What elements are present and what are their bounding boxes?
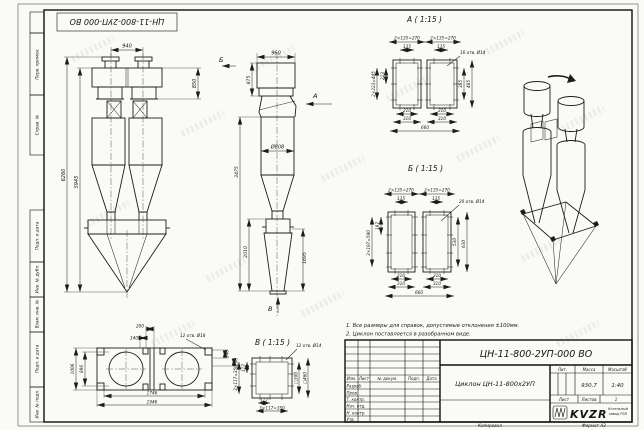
- tb-col-data: Дата: [426, 376, 437, 381]
- dim-b-590: 3×197=590: [366, 230, 371, 256]
- dim-b-310-1: 310: [397, 281, 405, 286]
- detail-a: [371, 15, 486, 131]
- plan-view: [70, 324, 239, 408]
- dim-v-117-l: 117: [241, 364, 246, 372]
- note-1: 1. Все размеры для справок, допустимые отклонения ±100мм.: [346, 323, 520, 329]
- title-block: [345, 340, 632, 428]
- dim-v-sq300: □300: [293, 372, 299, 384]
- note-2: 2. Циклон поставляется в разобранном виде.: [346, 331, 471, 338]
- tb-col-docnum: № докум.: [377, 376, 398, 381]
- tb-row-nachotd: Нач. отд.: [346, 403, 366, 409]
- dim-a-pitch1: 2×135=270: [394, 35, 420, 41]
- view-arrow-a-label: А: [313, 92, 318, 100]
- dim-b-530: 530: [452, 238, 457, 246]
- tb-col-list: Лист: [358, 376, 370, 381]
- tb-row-utv: Утв.: [346, 417, 355, 422]
- view-arrow-v-label: В: [268, 305, 273, 313]
- copy-label: Копировал: [478, 423, 502, 428]
- dim-a-223: 223: [380, 72, 385, 80]
- margin-label: Справ. №: [34, 114, 40, 136]
- tb-sheet-label: Лист: [558, 397, 570, 402]
- dim-a-310-1: 310: [403, 116, 411, 121]
- kvzr-logo-caption-2: завод РЭП: [608, 412, 628, 416]
- detail-v-title: В ( 1:15 ): [255, 338, 290, 347]
- dim-plan-140t: 140: [130, 335, 138, 341]
- dim-b-pitch2: 2×135=270: [424, 187, 450, 193]
- margin-label: Инв. № подл.: [34, 389, 40, 419]
- dim-b-135-2: 135: [432, 196, 440, 201]
- detail-a-title: А ( 1:15 ): [407, 15, 442, 24]
- tb-sheets-value: 1: [614, 397, 618, 402]
- dim-plan-1946: 1946: [146, 399, 158, 405]
- margin-label: Подп. и дата: [34, 221, 40, 251]
- detail-b: [366, 164, 485, 296]
- dim-850: 850: [192, 78, 198, 89]
- tb-row-prov: Пров.: [346, 390, 359, 396]
- tb-row-tkontr: Т. контр.: [346, 397, 366, 402]
- dim-plan-1746: 1746: [146, 390, 158, 396]
- dim-b-630: 630: [461, 240, 466, 248]
- dim-b-pitch1: 2×135=270: [388, 187, 414, 193]
- dim-a-385: 385: [458, 80, 463, 88]
- dim-a-485: 485: [466, 80, 471, 88]
- dim-v-350-b: 3×117=350: [259, 405, 285, 411]
- dim-a-135-2: 135: [437, 43, 445, 49]
- dim-plan-1006: 1006: [70, 363, 75, 375]
- dim-2010: 2010: [244, 246, 249, 258]
- margin-label: Перв. примен.: [34, 48, 40, 80]
- dim-plan-896: 896: [79, 365, 84, 373]
- dim-a-pitch2: 2×135=270: [430, 35, 456, 41]
- margin-label: Взам. инв. №: [34, 299, 40, 329]
- front-view: [61, 44, 201, 299]
- dim-b-210-2: 210: [433, 273, 441, 278]
- dim-5945: 5945: [74, 175, 80, 189]
- dim-960: 960: [271, 50, 281, 57]
- kvzr-logo: [553, 406, 629, 421]
- dim-v-sq460: □460: [302, 372, 308, 384]
- dim-plan-holes: 12 отв. Ø18: [180, 333, 206, 338]
- dim-v-117-b: 117: [260, 397, 268, 403]
- dim-a-210-1: 210: [403, 108, 411, 113]
- dim-875: 875: [247, 75, 252, 85]
- dim-b-197: 197: [375, 222, 380, 230]
- tb-lit-label: Лит.: [557, 367, 568, 372]
- detail-b-title: Б ( 1:15 ): [408, 164, 443, 173]
- dim-b-310-2: 310: [433, 281, 441, 286]
- detail-v-bolt-ticks: [250, 356, 294, 400]
- tb-col-izm: Изм.: [346, 376, 357, 381]
- dim-a-210-2: 210: [438, 108, 446, 113]
- dim-1695: 1695: [303, 252, 308, 264]
- dim-b-holes: 20 отв. Ø14: [459, 199, 485, 204]
- dim-a-holes: 16 отв. Ø14: [460, 50, 486, 55]
- margin-label: Инв. № дубл.: [34, 264, 40, 294]
- detail-v: [233, 338, 322, 411]
- margin-label: Подп. и дата: [34, 344, 40, 374]
- dim-b-210-1: 210: [397, 273, 405, 278]
- notes: [346, 323, 519, 338]
- kvzr-logo-caption-1: Котельный: [608, 407, 628, 411]
- format-label: Формат А3: [582, 423, 606, 428]
- stamp-doc-number: ЦН-11-800-2УП-000 ВО: [69, 17, 165, 26]
- tb-row-razrab: Разраб.: [346, 383, 363, 389]
- dim-plan-140r: 140: [224, 350, 230, 358]
- dim-v-350-l: 3×117=350: [233, 365, 238, 391]
- dim-808: Ø808: [270, 144, 285, 151]
- dim-a-660: 660: [421, 125, 429, 130]
- dim-6260: 6260: [61, 168, 67, 182]
- dim-3475: 3475: [235, 166, 240, 178]
- dim-940: 940: [122, 43, 132, 50]
- dim-b-135-1: 135: [397, 196, 405, 201]
- dim-v-holes: 12 отв. Ø14: [296, 343, 322, 348]
- dim-a-135-1: 135: [403, 43, 411, 49]
- tb-mass-label: Масса: [582, 367, 596, 372]
- isometric-view: [520, 74, 599, 284]
- tb-doc-number: ЦН-11-800-2УП-000 ВО: [479, 349, 593, 360]
- tb-col-podp: Подп.: [407, 376, 421, 381]
- dim-a-310-2: 310: [438, 116, 446, 121]
- tb-scale-label: Масштаб: [607, 367, 628, 372]
- dim-plan-200r: 200: [233, 358, 239, 366]
- tb-mass-value: 930,7: [581, 383, 597, 389]
- view-arrow-b-label: Б: [219, 56, 224, 64]
- dim-b-660: 660: [415, 290, 423, 295]
- tb-scale-value: 1:40: [611, 383, 624, 389]
- tb-row-nkontr: Н. контр.: [346, 410, 366, 416]
- kvzr-logo-text: KVZR: [570, 408, 608, 421]
- tb-sheets-label: Листов: [581, 397, 597, 402]
- dim-a-445: 2×223=445: [371, 71, 376, 97]
- side-view: [219, 51, 332, 317]
- dim-plan-200t: 200: [136, 323, 144, 329]
- detail-a-bolt-ticks: [391, 58, 459, 110]
- tb-part-name: Циклон ЦН-11-800х2УП: [455, 380, 535, 388]
